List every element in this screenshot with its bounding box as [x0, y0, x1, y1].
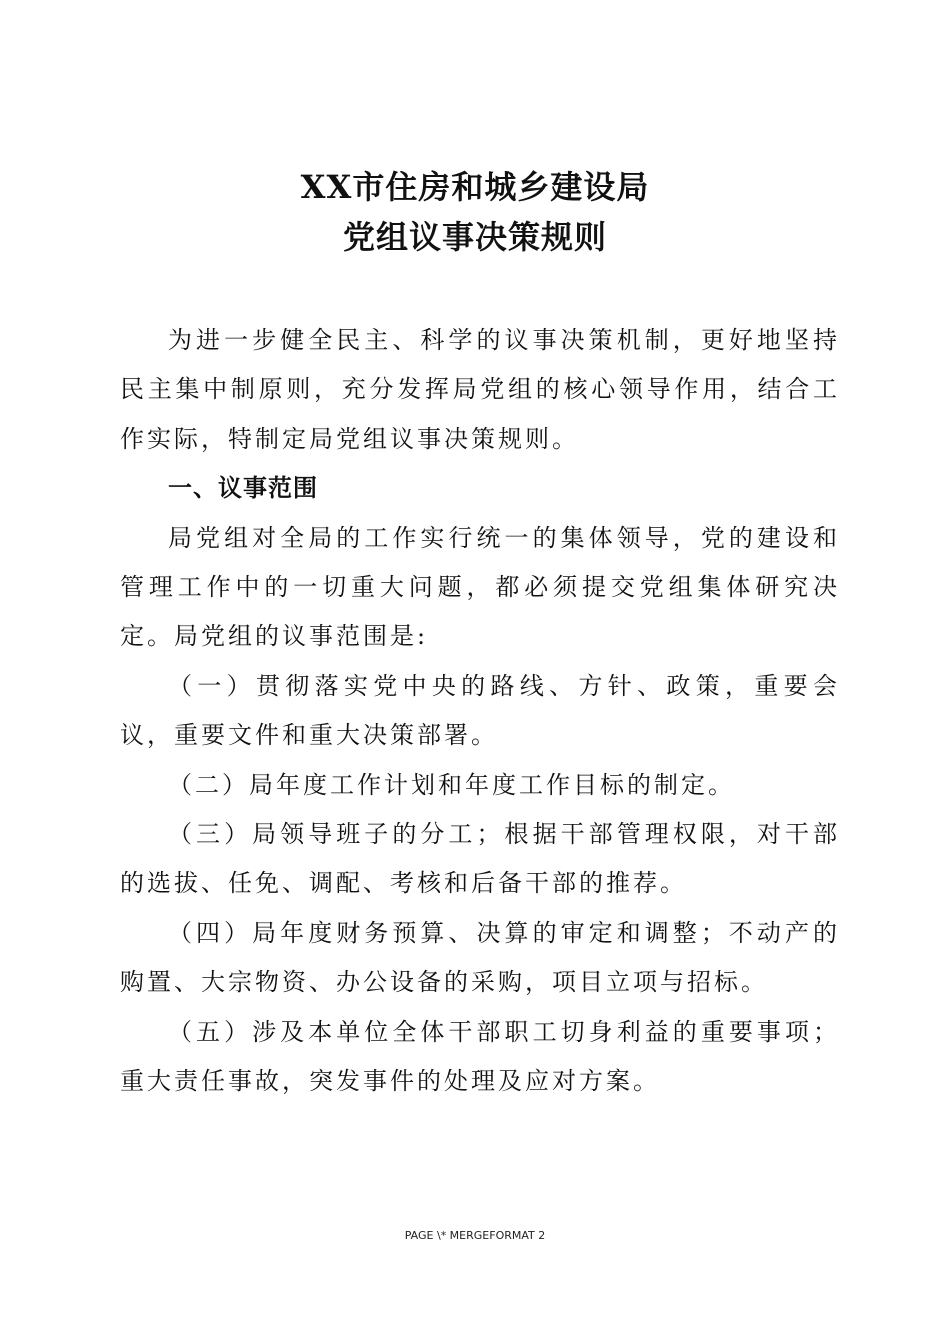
- section-heading-scope: 一、议事范围: [168, 474, 318, 503]
- title-line-2: 党组议事决策规则: [342, 218, 607, 256]
- list-item-4: （四）局年度财务预算、决算的审定和调整；不动产的购置、大宗物资、办公设备的采购，项目立项与招标。: [120, 918, 840, 997]
- page-footer: PAGE \* MERGEFORMAT 2: [404, 1229, 546, 1242]
- list-item-5: （五）涉及本单位全体干部职工切身利益的重要事项；重大责任事故，突发事件的处理及应对方案。: [120, 1017, 840, 1096]
- section-intro-paragraph: 局党组对全局的工作实行统一的集体领导，党的建设和管理工作中的一切重大问题，都必须提交党组集体研究决定。局党组的议事范围是:: [120, 523, 840, 651]
- intro-paragraph: 为进一步健全民主、科学的议事决策机制，更好地坚持民主集中制原则，充分发挥局党组的核心领导作用，结合工作实际，特制定局党组议事决策规则。: [120, 326, 840, 453]
- list-item-1: （一）贯彻落实党中央的路线、方针、政策，重要会议，重要文件和重大决策部署。: [120, 671, 840, 750]
- document-title: [0, 162, 950, 262]
- title-line-1: XX市住房和城乡建设局: [300, 168, 650, 206]
- list-item-3: （三）局领导班子的分工；根据干部管理权限，对干部的选拔、任免、调配、考核和后备干部的推荐。: [120, 820, 840, 898]
- list-item-2: （二）局年度工作计划和年度工作目标的制定。: [168, 770, 735, 799]
- document-body: [120, 316, 840, 1107]
